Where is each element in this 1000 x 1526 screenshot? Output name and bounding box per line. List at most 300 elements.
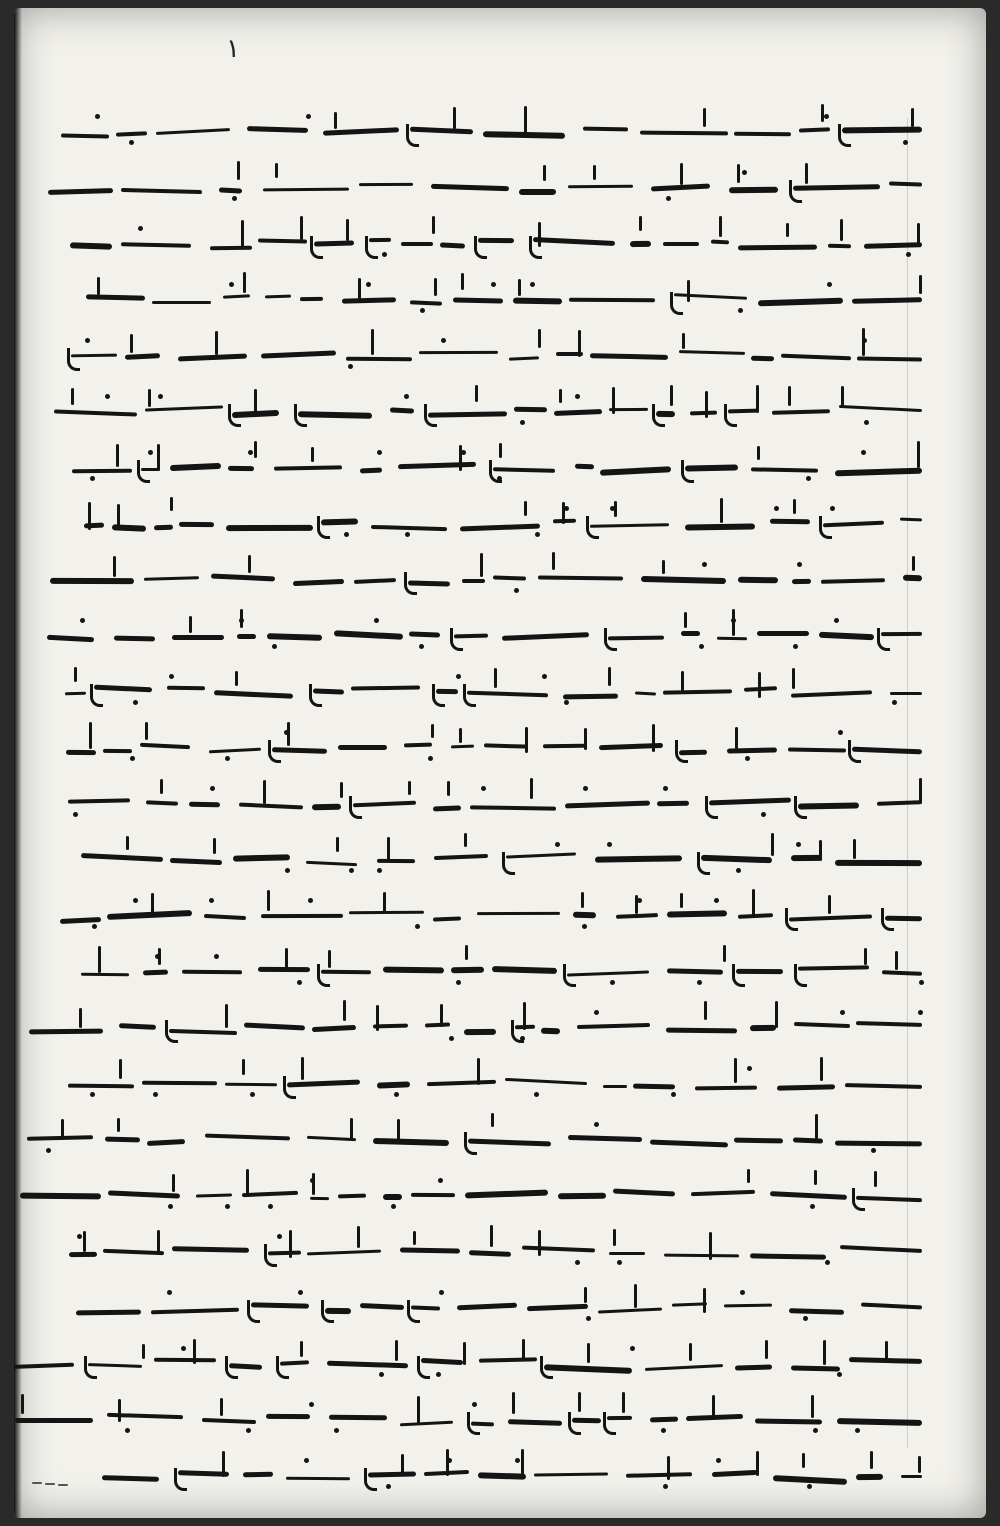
ink-stroke xyxy=(76,1309,141,1315)
ink-stroke xyxy=(121,242,191,248)
ink-ascender xyxy=(357,1226,360,1248)
ink-stroke xyxy=(667,910,727,917)
ink-dot xyxy=(607,842,612,847)
ink-ascender xyxy=(116,444,119,467)
ink-dot xyxy=(461,450,466,455)
ink-dot xyxy=(229,282,234,287)
ink-dot xyxy=(731,618,736,623)
ink-ascender xyxy=(559,389,562,404)
ink-ascender xyxy=(334,112,337,129)
ink-dot xyxy=(661,1428,666,1433)
ink-ascender xyxy=(752,889,755,916)
ink-ascender xyxy=(432,216,435,234)
ink-stroke xyxy=(182,970,242,974)
ink-dot xyxy=(348,364,353,369)
ink-stroke xyxy=(835,468,922,477)
ink-dot xyxy=(85,338,90,343)
ink-dot xyxy=(181,1346,186,1351)
ink-ascender xyxy=(61,1119,64,1140)
ink-stroke xyxy=(152,301,211,304)
ink-ascender xyxy=(220,1398,223,1416)
ink-stroke xyxy=(568,1135,642,1142)
ink-ascender xyxy=(584,728,587,751)
manuscript-line xyxy=(62,488,932,542)
ink-stroke xyxy=(835,1140,922,1145)
ink-ascender xyxy=(737,164,740,183)
ink-stroke xyxy=(543,744,585,748)
ink-stroke xyxy=(792,579,811,584)
ink-ascender xyxy=(578,330,581,357)
ink-stroke xyxy=(522,1246,595,1253)
ink-ascender xyxy=(680,893,683,907)
ink-ascender xyxy=(477,1058,480,1085)
ink-tail xyxy=(137,460,150,483)
ink-ascender xyxy=(757,446,760,461)
ink-ascender xyxy=(820,1057,823,1081)
ink-ascender xyxy=(275,163,278,178)
ink-stroke xyxy=(478,1472,527,1479)
ink-stroke xyxy=(751,356,774,362)
ink-tail xyxy=(819,516,832,539)
ink-stroke xyxy=(554,409,602,416)
ink-stroke xyxy=(156,128,230,135)
ink-stroke xyxy=(247,127,308,134)
ink-stroke xyxy=(544,1364,632,1373)
ink-dot xyxy=(472,1402,477,1407)
ink-stroke xyxy=(635,692,656,696)
ink-dot xyxy=(374,618,379,623)
ink-stroke xyxy=(567,970,649,976)
ink-tail xyxy=(586,516,599,539)
ink-stroke xyxy=(263,187,349,191)
ink-ascender xyxy=(543,165,546,181)
ink-stroke xyxy=(541,1028,560,1035)
ink-dot xyxy=(530,282,535,287)
ink-dot xyxy=(73,812,78,817)
ink-stroke xyxy=(401,242,433,246)
ink-dot xyxy=(702,562,707,567)
ink-stroke xyxy=(613,1189,675,1197)
manuscript-line xyxy=(62,544,932,598)
ink-stroke xyxy=(467,690,548,696)
ink-ascender xyxy=(765,1340,768,1359)
ink-stroke xyxy=(170,858,222,865)
ink-ascender xyxy=(521,1449,524,1476)
ink-dot xyxy=(742,170,747,175)
ink-dot xyxy=(919,980,924,985)
ink-ascender xyxy=(530,778,533,799)
ink-ascender xyxy=(117,504,120,527)
ink-stroke xyxy=(513,298,562,305)
ink-stroke xyxy=(81,972,129,976)
ink-dot xyxy=(105,394,110,399)
ink-stroke xyxy=(427,1080,496,1087)
ink-dot xyxy=(830,506,835,511)
ink-stroke xyxy=(258,967,310,973)
ink-stroke xyxy=(403,743,431,748)
ink-stroke xyxy=(237,634,256,639)
ink-dot xyxy=(637,898,642,903)
ink-ascender xyxy=(918,1456,921,1474)
ink-dot xyxy=(304,1458,309,1463)
ink-dot xyxy=(308,898,313,903)
ink-ascender xyxy=(885,1341,888,1363)
ink-stroke xyxy=(738,245,817,251)
ink-ascender xyxy=(71,388,74,405)
ink-dot xyxy=(225,756,230,761)
ink-ascender xyxy=(267,890,270,911)
ink-stroke xyxy=(210,245,252,249)
ink-stroke xyxy=(590,523,669,528)
ink-stroke xyxy=(298,411,372,418)
ink-dot xyxy=(666,196,671,201)
ink-tail xyxy=(603,1412,616,1435)
ink-stroke xyxy=(287,1080,360,1088)
ink-ascender xyxy=(840,219,843,241)
ink-stroke xyxy=(738,576,778,582)
ink-ascender xyxy=(395,1340,398,1361)
ink-stroke xyxy=(145,406,223,412)
ink-ascender xyxy=(440,1004,443,1026)
ink-dot xyxy=(420,308,425,313)
ink-stroke xyxy=(300,297,323,302)
ink-dot xyxy=(827,282,832,287)
ink-dot xyxy=(797,562,802,567)
ink-stroke xyxy=(168,1029,236,1035)
ink-tail xyxy=(268,740,281,763)
ink-stroke xyxy=(573,912,596,918)
ink-dot xyxy=(699,644,704,649)
ink-stroke xyxy=(383,1194,402,1200)
ink-stroke xyxy=(172,1246,249,1253)
ink-stroke xyxy=(121,188,202,194)
ink-stroke xyxy=(672,1302,707,1307)
ink-stroke xyxy=(645,1364,723,1371)
ink-stroke xyxy=(107,910,192,920)
ink-dot xyxy=(892,700,897,705)
manuscript-line xyxy=(62,880,932,934)
ink-stroke xyxy=(115,131,146,136)
ink-dot xyxy=(582,924,587,929)
ink-ascender xyxy=(684,612,687,628)
ink-stroke xyxy=(781,354,851,360)
manuscript-line xyxy=(62,376,932,430)
ink-tail xyxy=(489,460,502,483)
ink-stroke xyxy=(840,1245,922,1253)
manuscript-text-block xyxy=(62,96,932,1496)
ink-ascender xyxy=(312,1173,315,1195)
margin-ink-stroke xyxy=(32,1482,42,1484)
ink-dot xyxy=(382,252,387,257)
ink-tail xyxy=(785,908,798,931)
ink-stroke xyxy=(856,1474,883,1480)
ink-ascender xyxy=(703,108,706,127)
ink-dot xyxy=(736,868,741,873)
ink-ascender xyxy=(811,1395,814,1418)
ink-tail xyxy=(67,348,80,371)
ink-ascender xyxy=(662,560,665,575)
ink-stroke xyxy=(603,1085,627,1088)
ink-dot xyxy=(232,196,237,201)
ink-ascender xyxy=(408,781,411,795)
ink-stroke xyxy=(667,968,723,975)
ink-tail xyxy=(464,1132,477,1155)
ink-ascender xyxy=(434,278,437,296)
ink-dot xyxy=(813,1428,818,1433)
ink-ascender xyxy=(634,1284,637,1308)
ink-ascender xyxy=(703,1288,706,1313)
ink-dot xyxy=(630,1346,635,1351)
ink-ascender xyxy=(682,333,685,349)
ink-stroke xyxy=(681,630,700,635)
ink-stroke xyxy=(558,1192,606,1198)
manuscript-line xyxy=(62,600,932,654)
ink-ascender xyxy=(336,837,339,852)
ink-ascender xyxy=(160,779,163,794)
ink-stroke xyxy=(750,1253,826,1260)
ink-stroke xyxy=(125,353,160,360)
ink-dot xyxy=(555,842,560,847)
ink-ascender xyxy=(254,389,257,413)
ink-ascender xyxy=(235,671,238,686)
ink-stroke xyxy=(310,1197,329,1200)
ink-stroke xyxy=(433,805,461,811)
ink-ascender xyxy=(680,163,683,185)
ink-dot xyxy=(90,1092,95,1097)
manuscript-page xyxy=(14,8,986,1518)
ink-stroke xyxy=(755,1418,822,1424)
ink-tail xyxy=(174,1468,187,1491)
ink-stroke xyxy=(214,690,293,698)
ink-ascender xyxy=(612,387,615,414)
ink-stroke xyxy=(477,912,560,915)
ink-tail xyxy=(364,1468,377,1491)
ink-stroke xyxy=(903,575,922,582)
ink-ascender xyxy=(242,1059,245,1075)
ink-stroke xyxy=(323,128,399,136)
ink-stroke xyxy=(460,524,540,532)
ink-stroke xyxy=(360,1303,404,1310)
ink-dot xyxy=(740,1290,745,1295)
ink-dot xyxy=(774,506,779,511)
ink-dot xyxy=(491,282,496,287)
ink-stroke xyxy=(433,916,461,921)
ink-ascender xyxy=(241,220,244,248)
ink-stroke xyxy=(261,914,343,918)
ink-dot xyxy=(514,588,519,593)
ink-stroke xyxy=(204,914,246,920)
ink-stroke xyxy=(15,1418,93,1423)
ink-ascender xyxy=(562,502,565,524)
ink-dot xyxy=(379,1372,384,1377)
ink-tail xyxy=(225,1356,238,1379)
ink-tail xyxy=(697,852,710,875)
ink-stroke xyxy=(663,242,699,246)
ink-ascender xyxy=(734,1058,737,1083)
manuscript-line xyxy=(62,1216,932,1270)
ink-tail xyxy=(529,236,542,259)
ink-stroke xyxy=(409,632,440,638)
ink-stroke xyxy=(770,1191,847,1199)
margin-annotation xyxy=(32,1474,72,1492)
ink-stroke xyxy=(538,576,623,581)
ink-stroke xyxy=(609,1252,645,1256)
ink-stroke xyxy=(864,242,922,249)
manuscript-line xyxy=(62,1160,932,1214)
ink-ascender xyxy=(459,728,462,743)
ink-dot xyxy=(80,618,85,623)
ink-stroke xyxy=(450,967,483,973)
ink-ascender xyxy=(538,1230,541,1257)
ink-dot xyxy=(297,980,302,985)
ink-stroke xyxy=(312,1025,357,1032)
ink-stroke xyxy=(140,743,190,749)
ink-ascender xyxy=(775,1001,778,1028)
ink-tail xyxy=(652,404,665,427)
ink-dot xyxy=(862,338,867,343)
ink-stroke xyxy=(664,1253,739,1257)
ink-stroke xyxy=(852,298,922,304)
ink-ascender xyxy=(815,1114,818,1139)
ink-ascender xyxy=(608,667,611,686)
ink-tail xyxy=(838,124,851,147)
ink-stroke xyxy=(565,801,650,809)
ink-stroke xyxy=(877,800,922,806)
ink-stroke xyxy=(68,1084,134,1089)
ink-dot xyxy=(840,1010,845,1015)
ink-stroke xyxy=(410,126,473,134)
ink-ascender xyxy=(919,275,922,295)
ink-tail xyxy=(789,180,802,203)
ink-ascender xyxy=(74,667,77,682)
ink-ascender xyxy=(383,892,386,912)
ink-dot xyxy=(439,1290,444,1295)
ink-stroke xyxy=(842,126,922,133)
ink-dot xyxy=(738,308,743,313)
ink-stroke xyxy=(196,1194,232,1199)
ink-dot xyxy=(447,1458,452,1463)
ink-ascender xyxy=(248,555,251,573)
manuscript-line xyxy=(62,1440,932,1494)
ink-dot xyxy=(125,1428,130,1433)
ink-stroke xyxy=(312,804,341,810)
ink-stroke xyxy=(770,519,810,524)
ink-tail xyxy=(228,404,241,427)
ink-stroke xyxy=(729,187,778,193)
ink-dot xyxy=(714,898,719,903)
ink-dot xyxy=(903,140,908,145)
ink-ascender xyxy=(285,948,288,971)
ink-ascender xyxy=(689,1343,692,1361)
ink-ascender xyxy=(117,1118,120,1132)
ink-ascender xyxy=(237,161,240,179)
ink-ascender xyxy=(311,447,314,462)
ink-tail xyxy=(365,236,378,259)
ink-ascender xyxy=(83,1231,86,1252)
ink-ascender xyxy=(145,722,148,741)
ink-stroke xyxy=(889,182,922,187)
ink-ascender xyxy=(243,272,246,292)
ink-ascender xyxy=(413,1231,416,1245)
margin-ink-stroke xyxy=(45,1483,55,1485)
manuscript-line xyxy=(62,1048,932,1102)
ink-ascender xyxy=(652,724,655,752)
ink-stroke xyxy=(327,1361,409,1369)
ink-stroke xyxy=(493,575,526,580)
ink-stroke xyxy=(479,1357,537,1363)
ink-ascender xyxy=(578,1392,581,1412)
ink-stroke xyxy=(735,1364,772,1370)
ink-stroke xyxy=(569,298,655,302)
ink-stroke xyxy=(411,1192,455,1197)
ink-stroke xyxy=(147,1139,185,1146)
ink-ascender xyxy=(490,1225,493,1246)
ink-ascender xyxy=(512,1392,515,1414)
ink-tail xyxy=(247,1300,260,1323)
ink-stroke xyxy=(338,745,387,750)
manuscript-line xyxy=(62,1384,932,1438)
ink-stroke xyxy=(509,357,539,362)
manuscript-line xyxy=(62,96,932,150)
ink-ascender xyxy=(213,838,216,854)
ink-ascender xyxy=(350,1118,353,1139)
ink-dot xyxy=(918,1010,923,1015)
ink-tail xyxy=(848,740,861,763)
ink-stroke xyxy=(400,1248,460,1254)
ink-stroke xyxy=(663,690,732,695)
ink-tail xyxy=(406,124,419,147)
ink-stroke xyxy=(666,1028,737,1034)
ink-stroke xyxy=(828,244,851,248)
ink-ascender xyxy=(189,616,192,633)
ink-tail xyxy=(276,1356,289,1379)
ink-stroke xyxy=(734,1137,783,1143)
ink-dot xyxy=(834,618,839,623)
ink-stroke xyxy=(506,853,576,860)
ink-stroke xyxy=(901,1475,922,1478)
ink-dot xyxy=(391,1204,396,1209)
ink-dot xyxy=(210,786,215,791)
ink-stroke xyxy=(179,522,214,527)
ink-dot xyxy=(594,1010,599,1015)
ink-stroke xyxy=(142,1081,217,1086)
ink-dot xyxy=(515,1458,520,1463)
ink-dot xyxy=(671,1092,676,1097)
ink-tail xyxy=(502,852,515,875)
ink-tail xyxy=(604,628,617,651)
ink-dot xyxy=(95,114,100,119)
ink-dot xyxy=(377,868,382,873)
ink-tail xyxy=(732,964,745,987)
folio-number: ١ xyxy=(226,34,240,64)
ink-ascender xyxy=(719,216,722,237)
ink-ascender xyxy=(119,1059,122,1079)
ink-stroke xyxy=(777,1084,835,1091)
ink-stroke xyxy=(527,1303,588,1311)
ink-stroke xyxy=(400,1420,453,1426)
ink-ascender xyxy=(300,216,303,239)
ink-stroke xyxy=(791,690,872,697)
ink-stroke xyxy=(72,469,132,473)
ink-ascender xyxy=(771,833,774,856)
ink-dot xyxy=(92,924,97,929)
ink-dot xyxy=(133,700,138,705)
ink-tail xyxy=(407,1300,420,1323)
ink-ascender xyxy=(518,279,521,297)
ink-tail xyxy=(724,404,737,427)
ink-stroke xyxy=(837,1418,922,1426)
ink-ascender xyxy=(126,836,129,850)
